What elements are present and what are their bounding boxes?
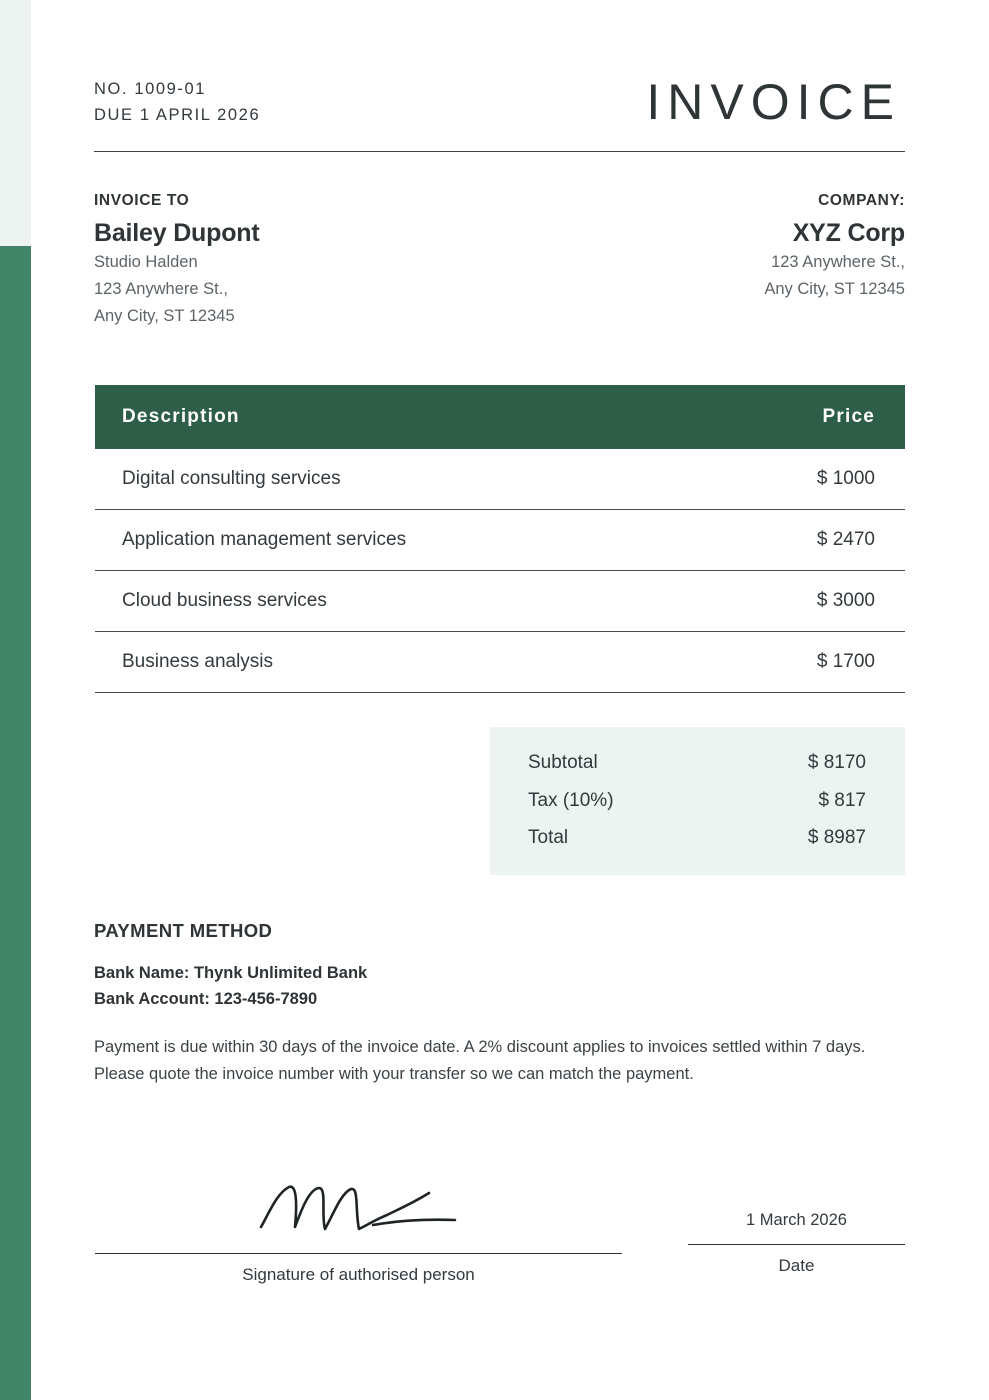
table-row (95, 571, 905, 632)
tax-value: $ 817 (818, 789, 866, 811)
item-price: $ 1700 (816, 651, 875, 672)
table-row (95, 449, 905, 510)
item-description: Digital consulting services (122, 468, 341, 489)
payment-terms-note: Payment is due within 30 days of the invoice date. A 2% discount applies to invoices settled within 7 days. Please quote the invoice number with your transfer so we can match the payment. (94, 1038, 866, 1083)
item-price: $ 3000 (816, 590, 875, 611)
line-items-table (95, 385, 905, 693)
company-street: 123 Anywhere St., (771, 253, 905, 271)
total-row (528, 819, 866, 857)
description-column-header: Description (122, 406, 240, 427)
invoice-due-date: DUE 1 APRIL 2026 (94, 106, 261, 124)
signature-line (95, 1253, 622, 1254)
client-street: 123 Anywhere St., (94, 280, 228, 298)
header-divider (94, 151, 905, 152)
bill-to-label: INVOICE TO (94, 192, 190, 209)
signed-date: 1 March 2026 (746, 1211, 847, 1229)
subtotal-label: Subtotal (528, 752, 598, 773)
payment-section (94, 918, 894, 1088)
bank-name: Bank Name: Thynk Unlimited Bank (94, 964, 368, 982)
item-price: $ 1000 (816, 468, 875, 489)
tax-label: Tax (10%) (528, 789, 614, 811)
total-label: Total (528, 827, 569, 848)
item-description: Cloud business services (122, 590, 327, 611)
sidebar-accent-light (0, 0, 31, 246)
invoice-title: INVOICE (646, 74, 901, 130)
company-label: COMPANY: (818, 192, 905, 209)
client-name: Bailey Dupont (94, 219, 260, 247)
sidebar-accent-dark (0, 246, 31, 1400)
table-row (95, 632, 905, 693)
totals-box (490, 727, 905, 875)
table-row (95, 510, 905, 571)
total-value: $ 8987 (807, 827, 866, 848)
item-description: Business analysis (122, 651, 274, 672)
tax-row (528, 782, 866, 820)
client-studio: Studio Halden (94, 253, 198, 271)
item-price: $ 2470 (816, 529, 875, 550)
invoice-number: NO. 1009-01 (94, 80, 207, 98)
subtotal-row (528, 744, 866, 782)
signature-image (255, 1175, 460, 1237)
date-caption: Date (778, 1256, 815, 1275)
subtotal-value: $ 8170 (807, 752, 866, 773)
date-line (688, 1244, 905, 1245)
bank-details (94, 960, 894, 1012)
company-name: XYZ Corp (792, 219, 905, 247)
client-city: Any City, ST 12345 (94, 307, 235, 325)
bank-account: Bank Account: 123-456-7890 (94, 990, 318, 1008)
invoice-meta (94, 76, 260, 128)
payment-method-heading: PAYMENT METHOD (94, 920, 273, 941)
table-header (95, 385, 905, 449)
company-block (764, 190, 905, 303)
item-description: Application management services (122, 529, 407, 550)
price-column-header: Price (822, 406, 875, 427)
bill-to-block (94, 190, 259, 330)
company-city: Any City, ST 12345 (764, 280, 905, 298)
signature-caption: Signature of authorised person (242, 1265, 475, 1284)
